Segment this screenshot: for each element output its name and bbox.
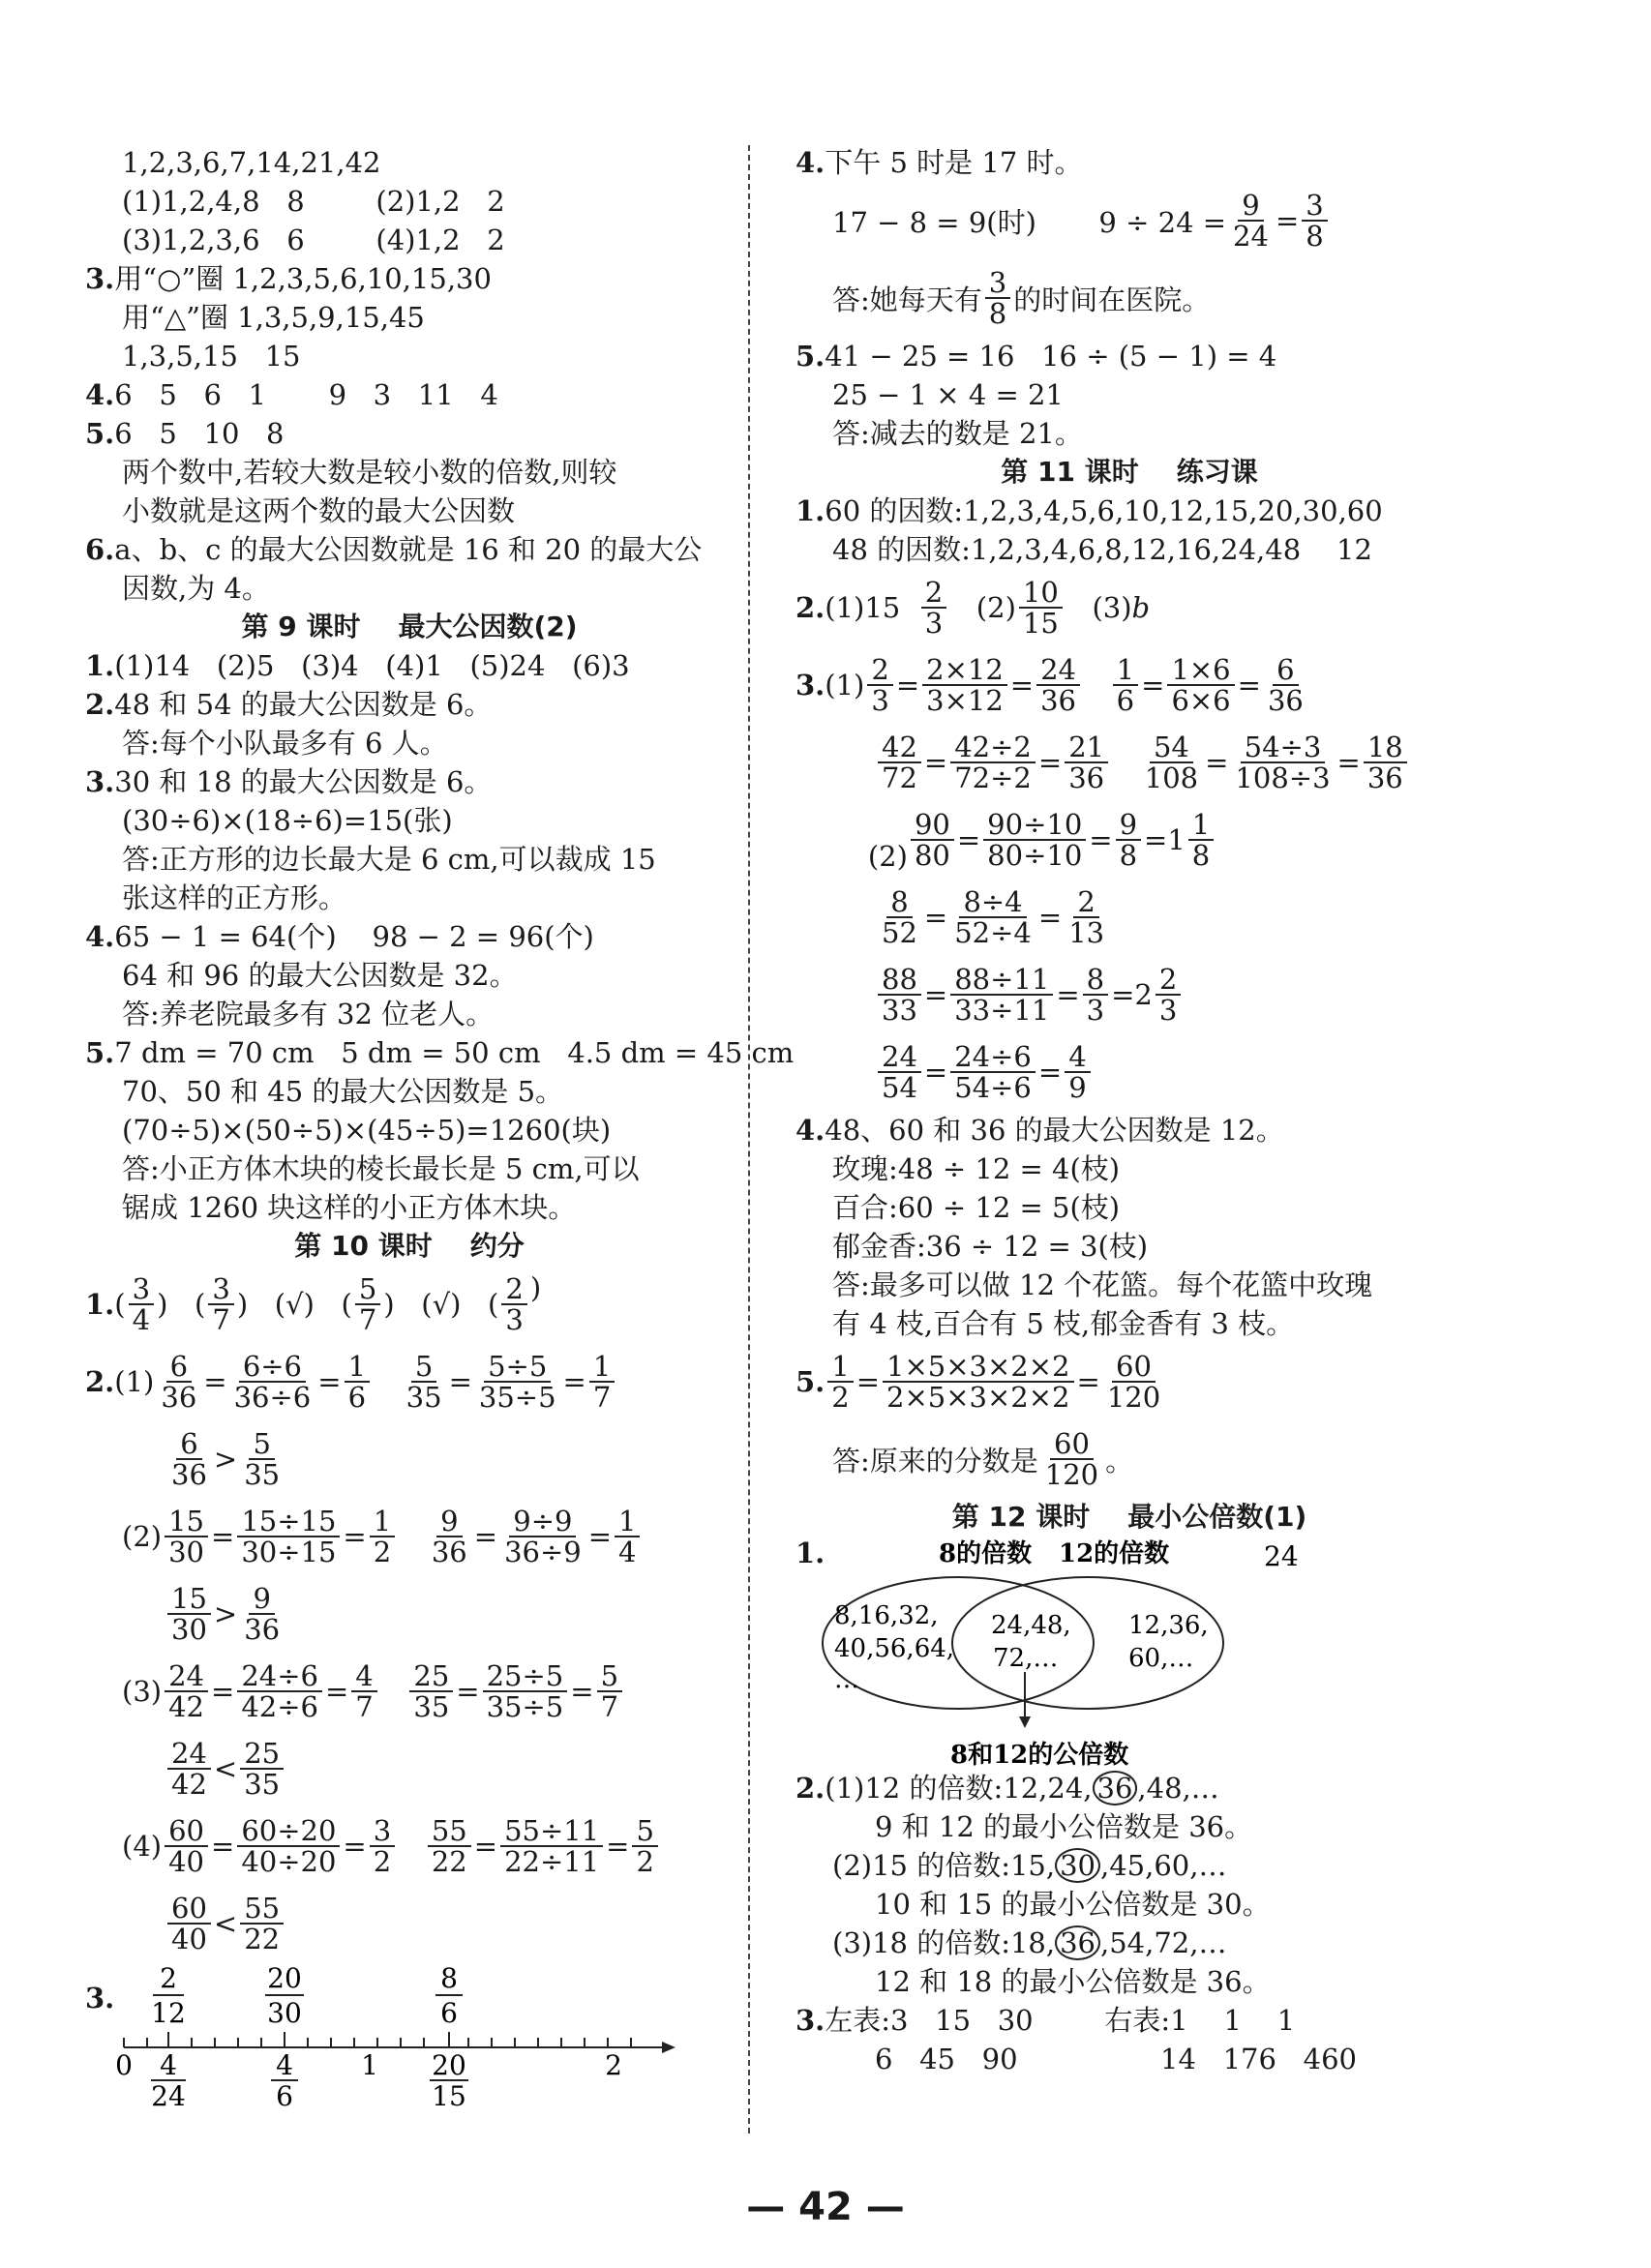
fraction-line: 答:原来的分数是 $\frac{60}{120}$ 。 [832,1426,1134,1491]
answer-line: 6 5 10 8 [114,417,285,450]
fraction-line: 1. ( $\frac{3}{4}$ ) ( $\frac{3}{7}$ ) (√) ( $\frac{5}{7}$ ) (√) ( $\frac{2}{3}$ ) [85,1271,542,1336]
fraction-line: 2. (1)15 $\frac{2}{3}$ (2) $\frac{10}{15}$ (3) b [795,575,1151,640]
svg-text:30: 30 [267,1997,302,2029]
fraction-line: 答:她每天有 $\frac{3}{8}$ 的时间在医院。 [832,265,1211,330]
fraction-line: $\frac{88}{33}$ = $\frac{88\div 11}{33\div 11}$ = $\frac{8}{3}$ =2 $\frac{2}{3}$ [795,956,1463,1033]
venn-answer: 24 [1264,1540,1299,1572]
answer-line: 答:每个小队最多有 6 人。 [122,727,448,760]
svg-text:8,16,32,: 8,16,32, [834,1601,939,1630]
answer-line: 25 − 1 × 4 = 21 [832,378,1064,411]
top-label: 2 [160,1962,177,1994]
venn-diagram [795,1537,1463,1769]
fraction-line: $\frac{6}{36}$ > $\frac{5}{35}$ [171,1426,281,1491]
answer-line: 6 5 6 1 9 3 11 4 [114,378,498,411]
fraction-line: 3. (1) $\frac{2}{3}$ = $\frac{2\times 12}{3\times 12}$ = $\frac{24}{36}$ $\frac{1}{6}$ = $\frac{1\times 6}{6\times 6}$ = $\frac{6}{36}$ [795,652,1304,717]
ticks [124,2032,631,2047]
page-number: — 42 — [746,2185,905,2229]
svg-text:…: … [834,1665,859,1694]
venn-bottom-label: 8和12的公倍数 [950,1741,1129,1769]
answer-line: a、b、c 的最大公因数就是 16 和 20 的最大公 [114,533,703,566]
section-heading: 第 10 课时 约分 [294,1230,525,1262]
answer-line: 9 和 12 的最小公倍数是 36。 [875,1810,1253,1843]
svg-text:40,56,64,: 40,56,64, [834,1634,955,1663]
answer-line: 郁金香:36 ÷ 12 = 3(枝) [832,1230,1149,1263]
arrow-down-icon [1019,1716,1031,1728]
fraction-line: (2) $\frac{15}{30}$ = $\frac{15\div 15}{30\div 15}$ = $\frac{1}{2}$ $\frac{9}{36}$ = $\frac{9\div 9}{36\div 9}$ = $\frac{1}{4}$ [85,1498,734,1575]
tick-1: 1 [361,2049,378,2081]
fraction: $\frac{5}{7}$ [355,1274,380,1335]
svg-text:6: 6 [276,2080,293,2107]
fraction-line: (4) $\frac{60}{40}$ = $\frac{60\div 20}{40\div 20}$ = $\frac{3}{2}$ $\frac{55}{22}$ = $\frac{55\div 11}{22\div 11}$ = $\frac{5}{2}$ [85,1807,734,1885]
answer-line: (30÷6)×(18÷6)=15(张) [122,804,453,837]
number-line [85,1962,705,2107]
answer-line: 两个数中,若较大数是较小数的倍数,则较 [122,456,617,489]
fraction: $\frac{3}{4}$ [129,1274,154,1335]
answer-line: 7 dm = 70 cm 5 dm = 50 cm 4.5 dm = 45 cm [114,1036,795,1069]
question-number: 6. [85,533,115,566]
answer-line: 下午 5 时是 17 时。 [825,146,1083,179]
svg-text:4: 4 [160,2049,177,2081]
answer-line: 张这样的正方形。 [122,881,347,914]
venn-label-right: 12的倍数 [1059,1539,1170,1568]
fraction-line: 17 − 8 = 9(时) 9 ÷ 24 = $\frac{9}{24}$ = $\frac{3}{8}$ [795,182,1463,259]
answer-line: 1,2,3,6,7,14,21,42 [122,146,381,179]
question-number: 4. [85,920,115,953]
answer-line: 用“△”圈 1,3,5,9,15,45 [122,301,425,334]
question-number: 5. [85,1036,115,1069]
tick-0: 0 [115,2049,133,2081]
answer-line: 答:正方形的边长最大是 6 cm,可以裁成 15 [122,843,656,876]
answer-line: (1)1,2,4,8 8 (2)1,2 2 [122,185,505,218]
fraction-line: 5. $\frac{1}{2}$ = $\frac{1\times 5\times 3\times 2\times 2}{2\times 5\times 3\times 2\times 2}$ = $\frac{60}{120}$ [795,1349,1161,1414]
fraction-line: (3) $\frac{24}{42}$ = $\frac{24\div 6}{42\div 6}$ = $\frac{4}{7}$ $\frac{25}{35}$ = $\frac{25\div 5}{35\div 5}$ = $\frac{5}{7}$ [85,1653,734,1730]
section-heading: 第 9 课时 最大公因数(2) [241,611,578,642]
fraction-line: $\frac{60}{40}$ < $\frac{55}{22}$ [85,1885,734,1962]
venn-circle-right [952,1577,1223,1709]
fraction: $\frac{2}{3}$ [501,1274,526,1335]
answer-line: 41 − 25 = 16 16 ÷ (5 − 1) = 4 [825,340,1277,373]
arrow-head-icon [662,2042,675,2053]
tick-2: 2 [605,2049,622,2081]
answer-line: 48 和 54 的最大公因数是 6。 [114,688,493,721]
answer-line: 用“○”圈 1,2,3,5,6,10,15,30 [114,262,492,295]
answer-line: 答:减去的数是 21。 [832,417,1083,450]
svg-text:12,36,: 12,36, [1128,1611,1209,1640]
svg-text:6: 6 [440,1997,458,2029]
right-column: 4.下午 5 时是 17 时。 17 − 8 = 9(时) 9 ÷ 24 = $\frac{9}{24}$ = $\frac{3}{8}$ 答:她每天有 $\frac{3}{8}$ 的时间在医院。 5.41 − 25 = 16 16 ÷ (5 − 1) = 4 25 − 1 × 4 = 21 答:减去的数是 21。 第 11 课时 练习课 1.60 的因数:1,2,3,4,5,6,10,12,15,20,30,60 48 的因数:1,2,3,4,6,8,12,16,24,48 12 2. (1)15 $\frac{2}{3}$ (2) $\frac{10}{15}$ (3) b 3. (1) $\frac{2}{3}$ = $\frac{2\times 12}{3\times 12}$ = $\frac{24}{36}$ $\frac{1}{6}$ = $\frac{1\times 6}{6\times 6}$ = $\frac{6}{36}$ $\frac{42}{72}$ = $\frac{42\div 2}{72\div 2}$ = $\frac{21}{36}$ $\frac{54}{108}$ = $\frac{54\div 3}{108\div 3}$ = $\frac{18}{36}$ (2) $\frac{90}{80}$ = $\frac{90\div 10}{80\div 10}$ = $\frac{9}{8}$ =1 $\frac{1}{8}$ $\frac{8}{52}$ = $\frac{8\div 4}{52\div 4}$ = $\frac{2}{13}$ $\frac{88}{33}$ = $\frac{88\div 11}{33\div 11}$ = $\frac{8}{3}$ =2 $\frac{2}{3}$ $\frac{24}{54}$ = $\frac{24\div 6}{54\div 6}$ = $\frac{4}{9}$ 4.48、60 和 36 的最大公因数是 12。 玫瑰:48 ÷ 12 = 4(枝) 百合:60 ÷ 12 = 5(枝) 郁金香:36 ÷ 12 = 3(枝) 答:最多可以做 12 个花篮。每个花篮中玫瑰 有 4 枝,百合有 5 枝,郁金香有 3 枝。 5. $\frac{1}{2}$ = $\frac{1\times 5\times 3\times 2\times 2}{2\times 5\times 3\times 2\times 2}$ = $\frac{60}{120}$ 答:原来的分数是 $\frac{60}{120}$ 。 第 12 课时 最小公倍数(1) 1. 8的倍数 12的倍数 24 8,16,32, 40,56,64, … 24,48, 72,… 12,36, 60,… 8和12的公倍数 2.(1)12 的倍数:12,24, 36 ,48,… 9 和 12 的最小公倍数是 36。 (2)15 的倍数:15, 30 ,45,60,… 10 和 15 的最小公倍数是 30。 (3)18 的倍数:18, 36 ,54,72,… 12 和 18 的最小公倍数是 36。 3.左表:3 15 30 右表:1 1 1 6 45 90 14 176 460 [795,143,1463,2078]
svg-text:24,48,: 24,48, [991,1611,1071,1640]
answer-line: 小数就是这两个数的最大公因数 [122,494,516,527]
answer-line: 锯成 1260 块这样的小正方体木块。 [122,1191,577,1224]
question-number: 1. [85,649,115,682]
question-number: 2. [85,688,115,721]
svg-text:12: 12 [151,1997,186,2029]
fraction-line: $\frac{15}{30}$ > $\frac{9}{36}$ [85,1575,734,1653]
answer-line: 1,3,5,15 15 [122,340,301,373]
answer-line: 答:最多可以做 12 个花篮。每个花篮中玫瑰 [832,1268,1373,1301]
answer-line: 10 和 15 的最小公倍数是 30。 [875,1888,1271,1921]
answer-line: 64 和 96 的最大公因数是 32。 [122,959,518,992]
answer-line: 48 的因数:1,2,3,4,6,8,12,16,24,48 12 [832,533,1372,566]
answer-line: 30 和 18 的最大公因数是 6。 [114,765,493,798]
svg-text:4: 4 [276,2049,293,2081]
answer-line: 百合:60 ÷ 12 = 5(枝) [832,1191,1121,1224]
fraction-line: $\frac{24}{54}$ = $\frac{24\div 6}{54\div 6}$ = $\frac{4}{9}$ [795,1033,1463,1111]
fraction-line: $\frac{24}{42}$ < $\frac{25}{35}$ [85,1730,734,1807]
answer-line: 答:养老院最多有 32 位老人。 [122,998,495,1030]
circled-number: 36 [1093,1771,1138,1805]
venn-label-left: 8的倍数 [939,1539,1033,1568]
answer-line: 答:小正方体木块的棱长最长是 5 cm,可以 [122,1152,640,1185]
circled-number: 36 [1055,1925,1100,1960]
left-column [85,143,795,2107]
fraction-line: $\frac{8}{52}$ = $\frac{8\div 4}{52\div 4}$ = $\frac{2}{13}$ [882,884,1105,949]
number-line-block: 3. 2 12 20 30 8 6 0 4 24 4 6 1 20 15 2 [85,1962,734,2107]
section-heading: 第 11 课时 练习课 [1001,456,1258,488]
answer-line: 65 − 1 = 64(个) 98 − 2 = 96(个) [114,920,594,953]
answer-line: (1)14 (2)5 (3)4 (4)1 (5)24 (6)3 [114,649,630,682]
question-number: 5. [85,417,115,450]
fraction-line: (2) $\frac{90}{80}$ = $\frac{90\div 10}{80\div 10}$ = $\frac{9}{8}$ =1 $\frac{1}{8}$ [795,801,1463,879]
answer-line: 因数,为 4。 [122,572,270,605]
question-number: 3. [85,765,115,798]
answer-line: 70、50 和 45 的最大公因数是 5。 [122,1075,564,1108]
svg-text:60,…: 60,… [1128,1644,1194,1673]
svg-text:8: 8 [440,1962,458,1994]
answer-line: 12 和 18 的最小公倍数是 36。 [875,1965,1271,1998]
answer-line: (70÷5)×(50÷5)×(45÷5)=1260(块) [122,1114,612,1147]
answer-line: 左表:3 15 30 右表:1 1 1 [825,2004,1296,2037]
svg-text:24: 24 [151,2080,186,2107]
column-divider [748,145,750,2134]
answer-line: (3)1,2,3,6 6 (4)1,2 2 [122,224,505,256]
svg-text:72,…: 72,… [993,1644,1059,1673]
svg-text:20: 20 [267,1962,302,1994]
answer-line: 玫瑰:48 ÷ 12 = 4(枝) [832,1152,1121,1185]
fraction-line: 2. (1) $\frac{6}{36}$ = $\frac{6\div 6}{36\div 6}$ = $\frac{1}{6}$ $\frac{5}{35}$ = $\frac{5\div 5}{35\div 5}$ = $\frac{1}{7}$ [85,1343,734,1420]
answer-line: 48、60 和 36 的最大公因数是 12。 [825,1114,1284,1147]
circled-number: 30 [1055,1848,1100,1883]
fraction: $\frac{3}{7}$ [208,1274,233,1335]
venn-diagram-block: 1. 8的倍数 12的倍数 24 8,16,32, 40,56,64, … 24,48, 72,… 12,36, 60,… 8和12的公倍数 [795,1537,1463,1769]
fraction-line: $\frac{42}{72}$ = $\frac{42\div 2}{72\div 2}$ = $\frac{21}{36}$ $\frac{54}{108}$ = $\frac{54\div 3}{108\div 3}$ = $\frac{18}{36}$ [795,724,1463,801]
section-heading: 第 12 课时 最小公倍数(1) [951,1501,1307,1533]
question-number: 3. [85,262,115,295]
question-number: 4. [85,378,115,411]
svg-text:15: 15 [432,2080,466,2107]
answer-line: 6 45 90 14 176 460 [875,2043,1357,2075]
answer-line: 有 4 枝,百合有 5 枝,郁金香有 3 枝。 [832,1307,1295,1340]
svg-text:20: 20 [432,2049,466,2081]
answer-line: 60 的因数:1,2,3,4,5,6,10,12,15,20,30,60 [825,494,1383,527]
